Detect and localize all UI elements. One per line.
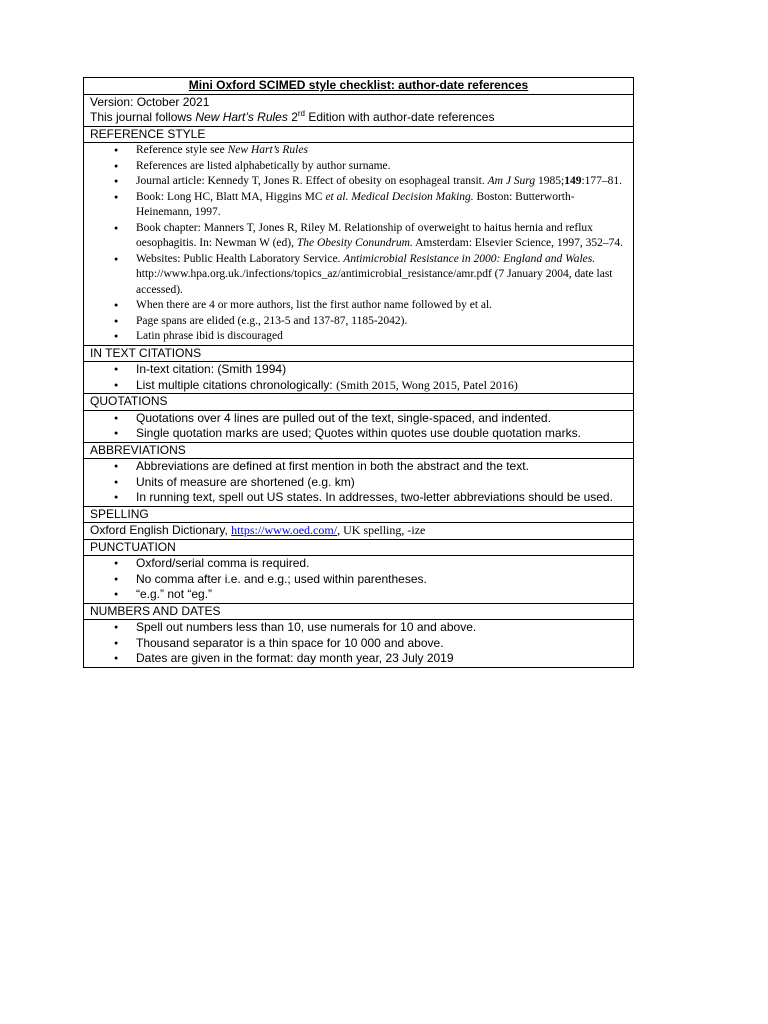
list-item: ● “e.g.” not “eg.” (136, 587, 627, 603)
list-item: ● When there are 4 or more authors, list the first author name followed by et al. (136, 298, 627, 314)
section-heading-punctuation: PUNCTUATION (84, 539, 634, 556)
punctuation-list (90, 556, 627, 603)
list-item: ● References are listed alphabetically by author surname. (136, 159, 627, 175)
quotations-cell (84, 410, 634, 442)
list-item: ● Quotations over 4 lines are pulled out of the text, single-spaced, and indented. (136, 411, 627, 427)
list-item: ● No comma after i.e. and e.g.; used within parentheses. (136, 572, 627, 588)
list-item: ● Page spans are elided (e.g., 213-5 and 137-87, 1185-2042). (136, 314, 627, 330)
section-heading-in-text-citations: IN TEXT CITATIONS (84, 345, 634, 362)
section-heading-numbers-and-dates: NUMBERS AND DATES (84, 603, 634, 620)
section-heading-reference-style: REFERENCE STYLE (84, 126, 634, 143)
section-heading-spelling: SPELLING (84, 506, 634, 523)
spelling-suffix: , UK spelling, -ize (337, 523, 426, 537)
list-item: ● Thousand separator is a thin space for 10 000 and above. (136, 636, 627, 652)
in-text-citations-list (90, 362, 627, 393)
list-item: ● Book: Long HC, Blatt MA, Higgins MC et al. Medical Decision Making. Boston: Butterworth-Heinemann, 1997. (136, 190, 627, 221)
list-item: ● Websites: Public Health Laboratory Service. Antimicrobial Resistance in 2000: England and Wales. http://www.hpa.org.uk./infections/topics_az/antimicrobial_resistance/amr.pdf (7 January 2004, date last accessed). (136, 252, 627, 299)
spelling-cell (84, 523, 634, 540)
in-text-citations-cell (84, 362, 634, 394)
list-item: ● Latin phrase ibid is discouraged (136, 329, 627, 345)
quotations-list (90, 411, 627, 442)
list-item: ● Journal article: Kennedy T, Jones R. Effect of obesity on esophageal transit. Am J Surg 1985;149:177–81. (136, 174, 627, 190)
version-text: Version: October 2021 (90, 94, 210, 109)
journal-follows-text: This journal follows New Hart’s Rules 2rd Edition with author-date references (90, 109, 495, 124)
document-title: Mini Oxford SCIMED style checklist: author-date references (84, 78, 634, 95)
spelling-text: Oxford English Dictionary, (90, 523, 232, 537)
list-item: ● In running text, spell out US states. In addresses, two-letter abbreviations should be used. (136, 490, 627, 506)
list-item: ● Single quotation marks are used; Quotes within quotes use double quotation marks. (136, 426, 627, 442)
punctuation-cell (84, 556, 634, 604)
list-item: ● Dates are given in the format: day month year, 23 July 2019 (136, 651, 627, 667)
list-item: ● In-text citation: (Smith 1994) (136, 362, 627, 378)
numbers-and-dates-list (90, 620, 627, 667)
list-item: ● Abbreviations are defined at first mention in both the abstract and the text. (136, 459, 627, 475)
reference-style-cell (84, 143, 634, 346)
list-item: ● Spell out numbers less than 10, use numerals for 10 and above. (136, 620, 627, 636)
version-cell (84, 94, 634, 126)
abbreviations-cell (84, 459, 634, 507)
abbreviations-list (90, 459, 627, 506)
reference-style-list (90, 143, 627, 345)
list-item: ● Reference style see New Hart’s Rules (136, 143, 627, 159)
numbers-and-dates-cell (84, 620, 634, 668)
checklist-table (83, 77, 634, 668)
list-item: ● Oxford/serial comma is required. (136, 556, 627, 572)
oed-link[interactable]: https://www.oed.com/ (231, 523, 338, 537)
section-heading-abbreviations: ABBREVIATIONS (84, 442, 634, 459)
list-item: ● Book chapter: Manners T, Jones R, Riley M. Relationship of overweight to haitus hernia and reflux oesophagitis. In: Newman W (ed), The Obesity Conundrum. Amsterdam: Elsevier Science, 1997, 352–74. (136, 221, 627, 252)
list-item: ● List multiple citations chronologically: (Smith 2015, Wong 2015, Patel 2016) (136, 378, 627, 394)
list-item: ● Units of measure are shortened (e.g. km) (136, 475, 627, 491)
section-heading-quotations: QUOTATIONS (84, 394, 634, 411)
